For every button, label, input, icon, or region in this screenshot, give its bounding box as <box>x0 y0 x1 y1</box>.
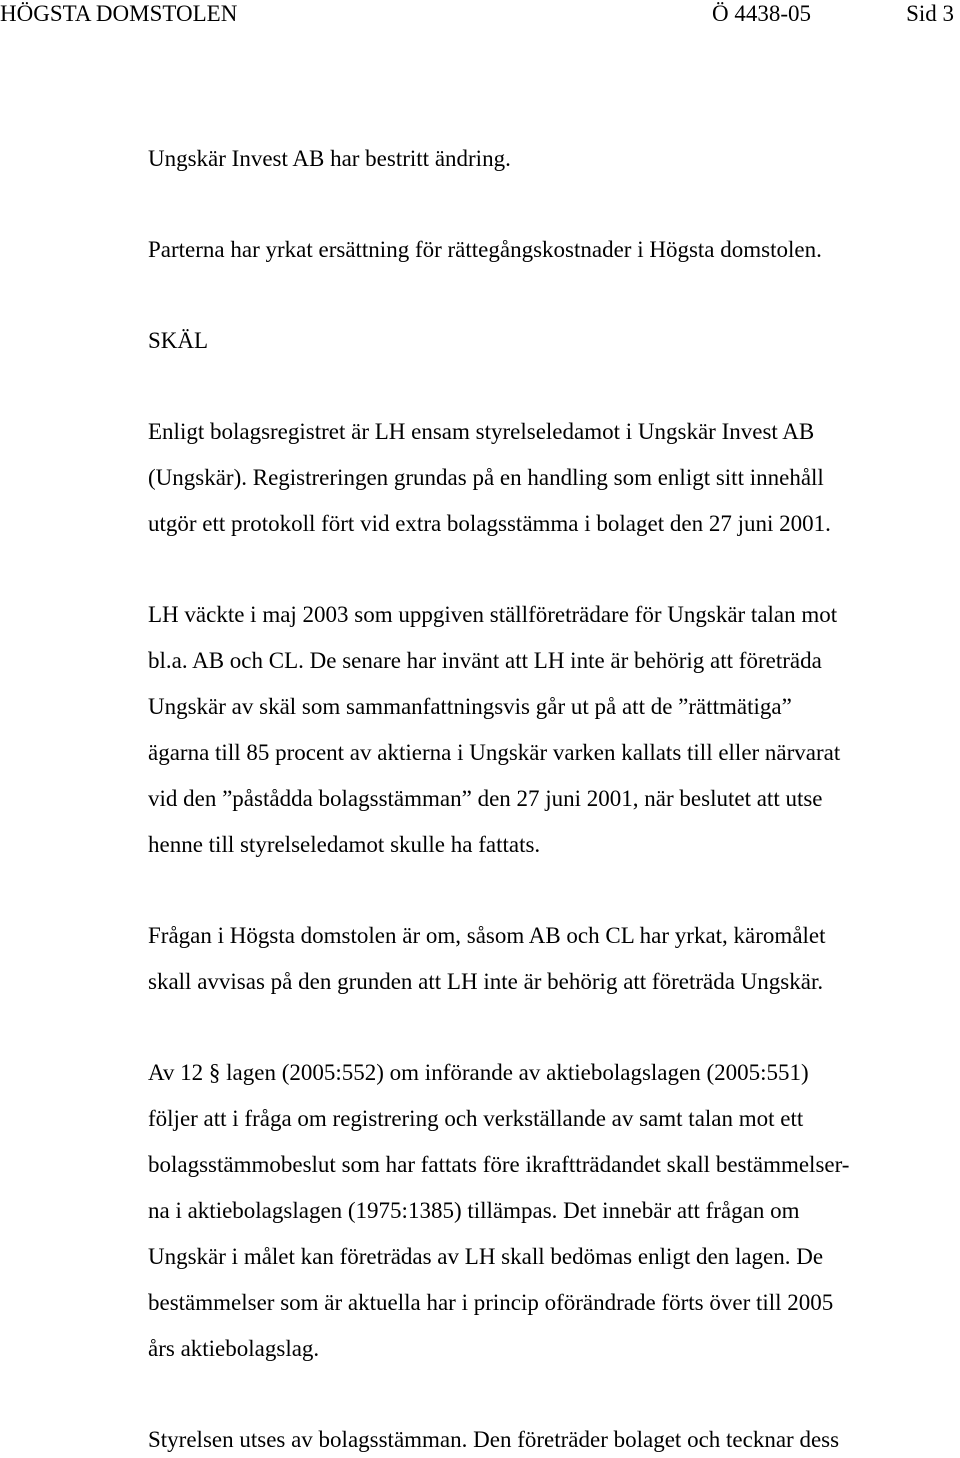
paragraph-line: LH väckte i maj 2003 som uppgiven ställföreträdare för Ungskär talan mot <box>148 602 838 627</box>
paragraph-line: Av 12 § lagen (2005:552) om införande av aktiebolagslagen (2005:551) <box>148 1060 809 1085</box>
paragraph-line: Parterna har yrkat ersättning för rättegångskostnader i Högsta domstolen. <box>148 237 822 262</box>
paragraph-line: Enligt bolagsregistret är LH ensam styrelseledamot i Ungskär Invest AB <box>148 419 815 444</box>
paragraph-line: Frågan i Högsta domstolen är om, såsom AB och CL har yrkat, käromålet <box>148 923 826 948</box>
paragraph-line: Ungskär i målet kan företrädas av LH skall bedömas enligt den lagen. De <box>148 1244 824 1269</box>
page-header <box>0 0 960 30</box>
court-name: HÖGSTA DOMSTOLEN <box>0 1 238 26</box>
paragraph-line: na i aktiebolagslagen (1975:1385) tillämpas. Det innebär att frågan om <box>148 1198 800 1223</box>
section-heading: SKÄL <box>148 328 209 353</box>
paragraph-line: bestämmelser som är aktuella har i princip oförändrade förts över till 2005 <box>148 1290 834 1315</box>
paragraph-line: utgör ett protokoll fört vid extra bolagsstämma i bolaget den 27 juni 2001. <box>148 511 831 536</box>
paragraph-line: Styrelsen utses av bolagsstämman. Den företräder bolaget och tecknar dess <box>148 1427 840 1452</box>
paragraph-line: års aktiebolagslag. <box>148 1336 320 1361</box>
paragraph-line: Ungskär Invest AB har bestritt ändring. <box>148 146 511 171</box>
page-number: Sid 3 <box>906 1 954 26</box>
paragraph-line: vid den ”påstådda bolagsstämman” den 27 juni 2001, när beslutet att utse <box>148 786 823 811</box>
paragraph-line: följer att i fråga om registrering och verkställande av samt talan mot ett <box>148 1106 804 1131</box>
paragraph-line: Ungskär av skäl som sammanfattningsvis går ut på att de ”rättmätiga” <box>148 694 792 719</box>
paragraph-line: bolagsstämmobeslut som har fattats före ikraftträdandet skall bestämmelser- <box>148 1152 850 1177</box>
paragraph-line: bl.a. AB och CL. De senare har invänt att LH inte är behörig att företräda <box>148 648 822 673</box>
paragraph-line: henne till styrelseledamot skulle ha fattats. <box>148 832 541 857</box>
paragraph-line: skall avvisas på den grunden att LH inte är behörig att företräda Ungskär. <box>148 969 824 994</box>
case-number: Ö 4438-05 <box>712 1 812 26</box>
paragraph-line: ägarna till 85 procent av aktierna i Ungskär varken kallats till eller närvarat <box>148 740 841 765</box>
paragraph-line: (Ungskär). Registreringen grundas på en handling som enligt sitt innehåll <box>148 465 824 490</box>
